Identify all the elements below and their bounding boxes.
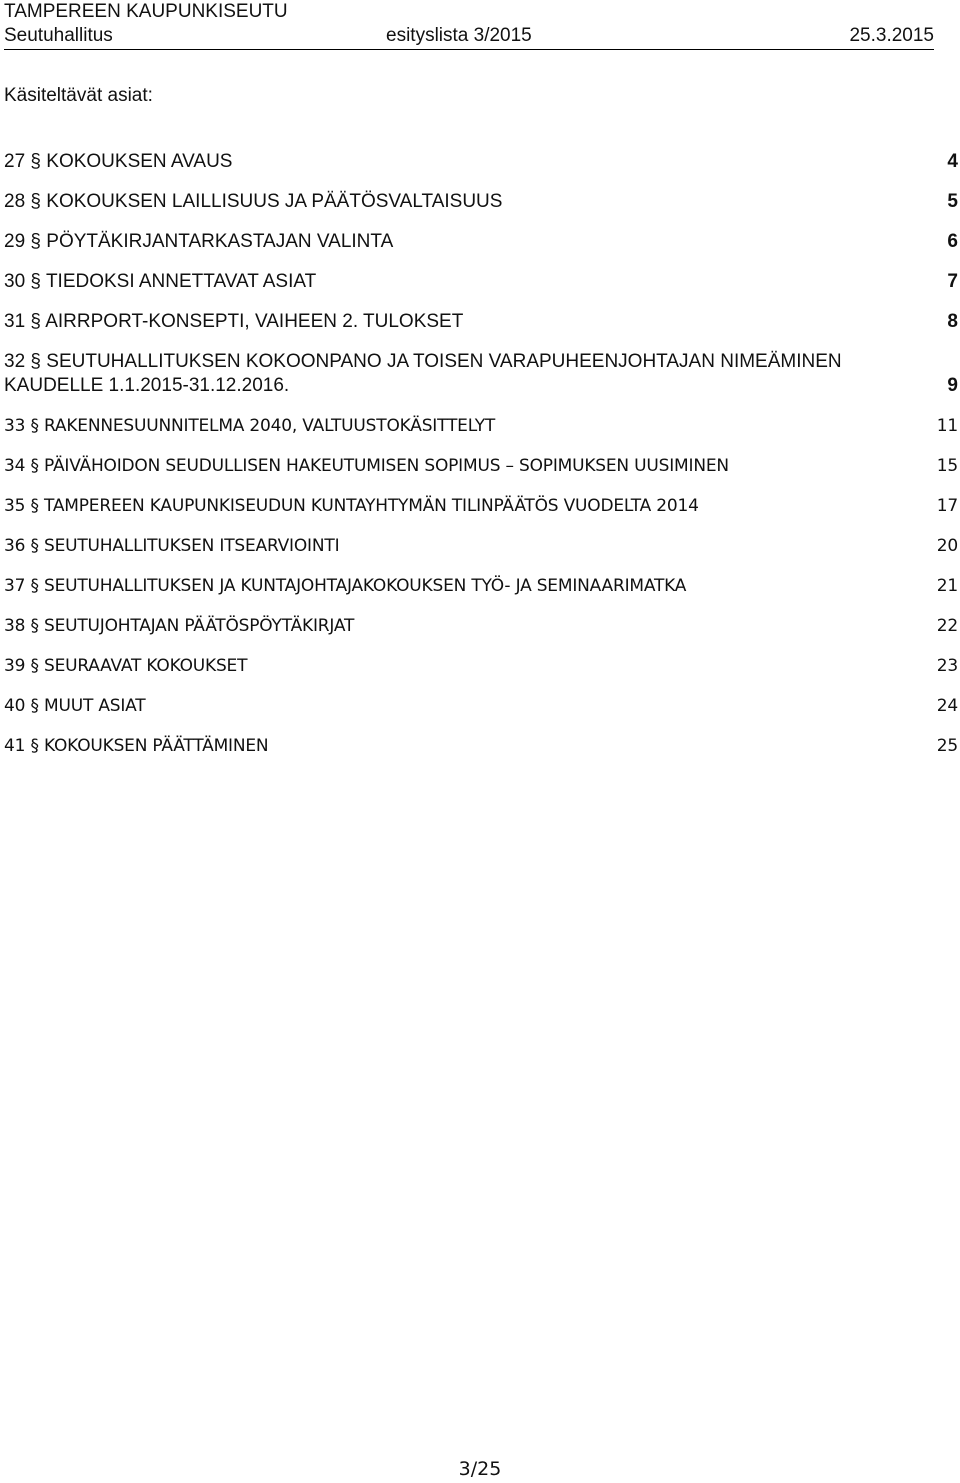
agenda-item-title: 30 § TIEDOKSI ANNETTAVAT ASIAT <box>4 271 317 292</box>
agenda-item-title: 38 § SEUTUJOHTAJAN PÄÄTÖSPÖYTÄKIRJAT <box>4 616 355 636</box>
agenda-item-page: 15 <box>936 456 958 476</box>
agenda-item <box>4 654 958 678</box>
agenda-item-page: 20 <box>936 536 958 556</box>
agenda-intro: Käsiteltävät asiat: <box>4 85 153 106</box>
agenda-item <box>4 190 958 214</box>
agenda-item-title: 33 § RAKENNESUUNNITELMA 2040, VALTUUSTOKÄSITTELYT <box>4 416 496 436</box>
department-name: Seutuhallitus <box>4 25 113 46</box>
agenda-item-title: 35 § TAMPEREEN KAUPUNKISEUDUN KUNTAYHTYMÄN TILINPÄÄTÖS VUODELTA 2014 <box>4 496 699 516</box>
agenda-item-title: 28 § KOKOUKSEN LAILLISUUS JA PÄÄTÖSVALTAISUUS <box>4 191 503 212</box>
agenda-item-title: 36 § SEUTUHALLITUKSEN ITSEARVIOINTI <box>4 536 340 556</box>
agenda-item-page: 4 <box>947 151 958 172</box>
agenda-item <box>4 494 958 518</box>
agenda-item-title: 29 § PÖYTÄKIRJANTARKASTAJAN VALINTA <box>4 231 394 252</box>
agenda-item-title: 32 § SEUTUHALLITUKSEN KOKOONPANO JA TOISEN VARAPUHEENJOHTAJAN NIMEÄMINEN KAUDELLE 1.1.2015-31.12.2016. <box>4 351 842 396</box>
agenda-item <box>4 310 958 334</box>
agenda-item <box>4 414 958 438</box>
agenda-item-title: 34 § PÄIVÄHOIDON SEUDULLISEN HAKEUTUMISEN SOPIMUS – SOPIMUKSEN UUSIMINEN <box>4 456 729 476</box>
agenda-item-title: 37 § SEUTUHALLITUKSEN JA KUNTAJOHTAJAKOKOUKSEN TYÖ- JA SEMINAARIMATKA <box>4 576 687 596</box>
agenda-item-title: 31 § AIRRPORT-KONSEPTI, VAIHEEN 2. TULOKSET <box>4 311 464 332</box>
organization-name: TAMPEREEN KAUPUNKISEUTU <box>4 1 288 22</box>
agenda-item-title: 27 § KOKOUKSEN AVAUS <box>4 151 233 172</box>
agenda-item <box>4 454 958 478</box>
agenda-item <box>4 350 958 398</box>
agenda-item <box>4 734 958 758</box>
agenda-item-page: 5 <box>947 191 958 212</box>
document-header <box>4 0 934 50</box>
agenda-item <box>4 150 958 174</box>
agenda-item <box>4 574 958 598</box>
agenda-item-title: 40 § MUUT ASIAT <box>4 696 146 716</box>
header-meta-row <box>4 24 934 49</box>
agenda-item-page: 23 <box>936 656 958 676</box>
agenda-item-page: 6 <box>947 231 958 252</box>
agenda-list <box>4 150 958 774</box>
agenda-item-page: 11 <box>936 416 958 436</box>
page-number: 3/25 <box>458 1458 502 1480</box>
document-name: esityslista 3/2015 <box>386 25 532 46</box>
agenda-item <box>4 534 958 558</box>
agenda-item <box>4 694 958 718</box>
agenda-item-page: 8 <box>947 311 958 332</box>
agenda-item-page: 7 <box>947 271 958 292</box>
agenda-item-title: 41 § KOKOUKSEN PÄÄTTÄMINEN <box>4 736 269 756</box>
agenda-item-page: 25 <box>936 736 958 756</box>
document-date: 25.3.2015 <box>849 25 934 46</box>
agenda-item-page: 24 <box>936 696 958 716</box>
agenda-item-title: 39 § SEURAAVAT KOKOUKSET <box>4 656 248 676</box>
agenda-item-page: 9 <box>947 375 958 396</box>
agenda-item <box>4 230 958 254</box>
agenda-item-page: 22 <box>936 616 958 636</box>
agenda-item-page: 17 <box>936 496 958 516</box>
agenda-item-page: 21 <box>936 576 958 596</box>
agenda-item <box>4 270 958 294</box>
agenda-item <box>4 614 958 638</box>
